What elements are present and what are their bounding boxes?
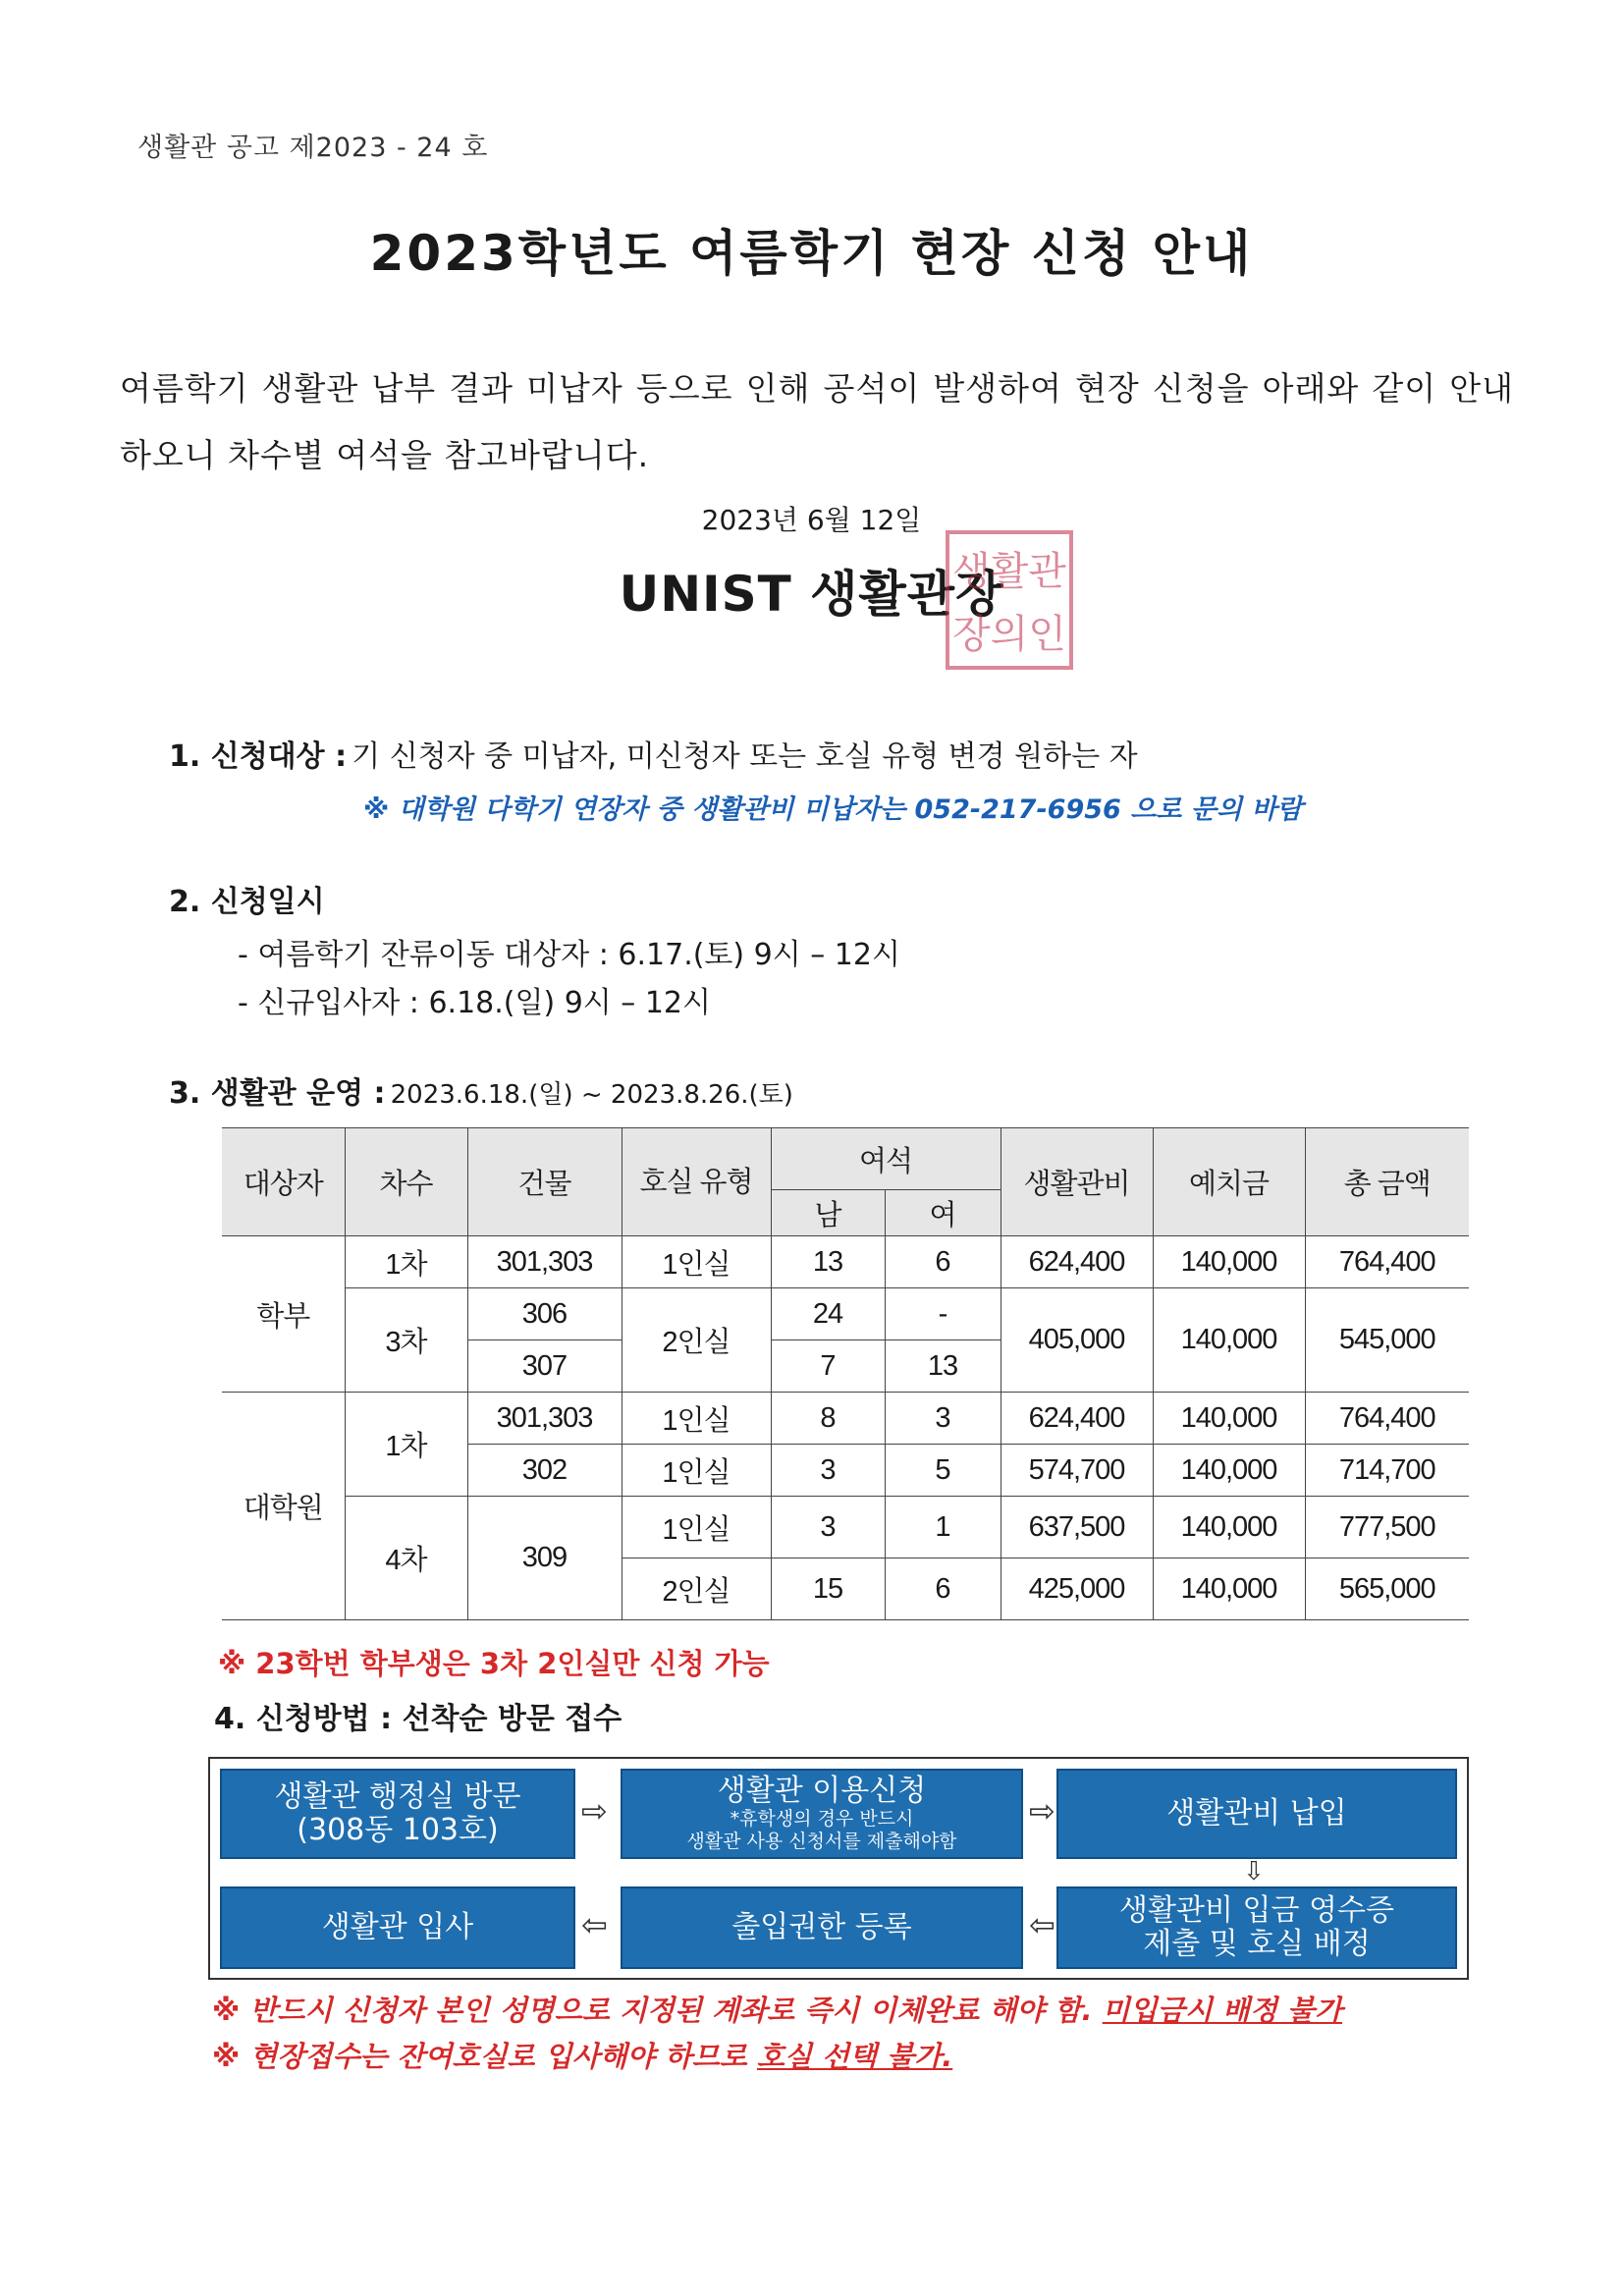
header-female: 여 <box>885 1190 1001 1236</box>
section-1-note: ※ 대학원 다학기 연장자 중 생활관비 미납자는 052-217-6956 으로 문의 바람 <box>363 794 1303 825</box>
total-cell: 545,000 <box>1305 1288 1469 1393</box>
room-type-cell: 1인실 <box>622 1497 771 1558</box>
flow-step-main: 생활관 입사 <box>321 1910 474 1944</box>
flow-step-main: 생활관 이용신청 <box>717 1774 927 1808</box>
fee-cell: 425,000 <box>1001 1558 1153 1620</box>
fee-cell: 574,700 <box>1001 1445 1153 1497</box>
fee-cell: 637,500 <box>1001 1497 1153 1558</box>
fee-cell: 624,400 <box>1001 1393 1153 1445</box>
total-cell: 714,700 <box>1305 1445 1469 1497</box>
deposit-cell: 140,000 <box>1153 1558 1305 1620</box>
male-cell: 3 <box>771 1497 885 1558</box>
flow-step-move-in <box>220 1886 575 1969</box>
target-undergrad: 학부 <box>222 1236 345 1393</box>
header-building: 건물 <box>467 1128 622 1236</box>
target-grad: 대학원 <box>222 1393 345 1620</box>
arrow-down-icon: ⇩ <box>1243 1857 1265 1886</box>
section-4-heading: 4. 신청방법 : 선착순 방문 접수 <box>214 1702 622 1736</box>
flow-step-apply <box>621 1769 1023 1859</box>
female-cell: 5 <box>885 1445 1001 1497</box>
male-cell: 8 <box>771 1393 885 1445</box>
notice-number: 생활관 공고 제2023 - 24 호 <box>137 133 489 163</box>
flow-step-main: 생활관 행정실 방문 <box>274 1779 521 1814</box>
process-flow <box>208 1757 1469 1980</box>
flow-step-main: 생활관비 납입 <box>1166 1796 1347 1831</box>
section-1-heading: 1. 신청대상 : <box>169 739 348 774</box>
building-cell: 309 <box>467 1497 622 1620</box>
deposit-cell: 140,000 <box>1153 1236 1305 1288</box>
female-cell: 13 <box>885 1340 1001 1393</box>
female-cell: 1 <box>885 1497 1001 1558</box>
section-1 <box>169 732 1138 775</box>
room-type-cell: 1인실 <box>622 1445 771 1497</box>
warning-room-select <box>212 2035 952 2075</box>
table-note: ※ 23학번 학부생은 3차 2인실만 신청 가능 <box>218 1647 770 1680</box>
flow-step-sub: 제출 및 호실 배정 <box>1143 1927 1371 1961</box>
flow-step-receipt <box>1056 1886 1457 1969</box>
total-cell: 764,400 <box>1305 1393 1469 1445</box>
arrow-left-icon: ⇦ <box>1029 1906 1055 1943</box>
building-cell: 302 <box>467 1445 622 1497</box>
fee-cell: 405,000 <box>1001 1288 1153 1393</box>
male-cell: 15 <box>771 1558 885 1620</box>
header-total: 총 금액 <box>1305 1128 1469 1236</box>
building-cell: 301,303 <box>467 1393 622 1445</box>
section-3-heading: 3. 생활관 운영 : <box>169 1076 386 1111</box>
building-cell: 306 <box>467 1288 622 1340</box>
room-type-cell: 1인실 <box>622 1236 771 1288</box>
issue-date: 2023년 6월 12일 <box>701 504 922 536</box>
table-row <box>222 1393 1469 1445</box>
table-row <box>222 1497 1469 1558</box>
header-room-type: 호실 유형 <box>622 1128 771 1236</box>
table-row <box>222 1236 1469 1288</box>
arrow-right-icon: ⇨ <box>1029 1792 1055 1830</box>
male-cell: 3 <box>771 1445 885 1497</box>
flow-step-sub: *휴학생의 경우 반드시 <box>730 1808 914 1830</box>
female-cell: 6 <box>885 1558 1001 1620</box>
total-cell: 565,000 <box>1305 1558 1469 1620</box>
header-fee: 생활관비 <box>1001 1128 1153 1236</box>
document-title: 2023학년도 여름학기 현장 신청 안내 <box>369 225 1254 282</box>
flow-step-access-register <box>621 1886 1023 1969</box>
warning-text: ※ 현장접수는 잔여호실로 입사해야 하므로 <box>212 2040 757 2073</box>
warning-text: ※ 반드시 신청자 본인 성명으로 지정된 계좌로 즉시 이체완료 해야 함. <box>212 1994 1103 2027</box>
flow-step-visit-office <box>220 1769 575 1859</box>
section-2-item: - 신규입사자 : 6.18.(일) 9시 – 12시 <box>238 986 711 1020</box>
male-cell: 24 <box>771 1288 885 1340</box>
arrow-right-icon: ⇨ <box>581 1792 608 1830</box>
warning-transfer <box>212 1989 1342 2029</box>
fee-table <box>222 1127 1469 1620</box>
header-target: 대상자 <box>222 1128 345 1236</box>
female-cell: 3 <box>885 1393 1001 1445</box>
room-type-cell: 2인실 <box>622 1558 771 1620</box>
deposit-cell: 140,000 <box>1153 1445 1305 1497</box>
flow-step-sub: 생활관 사용 신청서를 제출해야함 <box>686 1831 957 1852</box>
female-cell: 6 <box>885 1236 1001 1288</box>
building-cell: 301,303 <box>467 1236 622 1288</box>
deposit-cell: 140,000 <box>1153 1393 1305 1445</box>
header-vacancy: 여석 <box>771 1128 1001 1190</box>
male-cell: 13 <box>771 1236 885 1288</box>
header-deposit: 예치금 <box>1153 1128 1305 1236</box>
section-1-text: 기 신청자 중 미납자, 미신청자 또는 호실 유형 변경 원하는 자 <box>352 739 1138 774</box>
fee-cell: 624,400 <box>1001 1236 1153 1288</box>
header-round: 차수 <box>345 1128 467 1236</box>
female-cell: - <box>885 1288 1001 1340</box>
flow-step-main: 출입권한 등록 <box>731 1910 912 1944</box>
warning-underlined: 호실 선택 불가. <box>756 2040 953 2073</box>
section-3-period: 2023.6.18.(일) ~ 2023.8.26.(토) <box>390 1080 793 1110</box>
section-2-item: - 여름학기 잔류이동 대상자 : 6.17.(토) 9시 – 12시 <box>238 938 900 972</box>
official-seal: 생활관장의인 <box>946 530 1073 670</box>
round-cell: 1차 <box>345 1236 467 1288</box>
room-type-cell: 2인실 <box>622 1288 771 1393</box>
round-cell: 3차 <box>345 1288 467 1393</box>
header-male: 남 <box>771 1190 885 1236</box>
flow-step-sub: (308동 103호) <box>297 1813 499 1847</box>
male-cell: 7 <box>771 1340 885 1393</box>
warning-underlined: 미입금시 배정 불가 <box>1102 1994 1342 2027</box>
intro-paragraph: 여름학기 생활관 납부 결과 미납자 등으로 인해 공석이 발생하여 현장 신청을 아래와 같이 안내하오니 차수별 여석을 참고바랍니다. <box>120 369 1514 474</box>
flow-step-main: 생활관비 입금 영수증 <box>1119 1893 1394 1928</box>
arrow-left-icon: ⇦ <box>581 1906 608 1943</box>
table-row <box>222 1288 1469 1340</box>
round-cell: 1차 <box>345 1393 467 1497</box>
total-cell: 764,400 <box>1305 1236 1469 1288</box>
section-3 <box>169 1068 793 1112</box>
section-2-heading: 2. 신청일시 <box>169 885 325 919</box>
issuer-name: UNIST 생활관장 <box>619 566 1004 623</box>
deposit-cell: 140,000 <box>1153 1497 1305 1558</box>
building-cell: 307 <box>467 1340 622 1393</box>
deposit-cell: 140,000 <box>1153 1288 1305 1393</box>
round-cell: 4차 <box>345 1497 467 1620</box>
flow-step-pay-fee <box>1056 1769 1457 1859</box>
total-cell: 777,500 <box>1305 1497 1469 1558</box>
room-type-cell: 1인실 <box>622 1393 771 1445</box>
